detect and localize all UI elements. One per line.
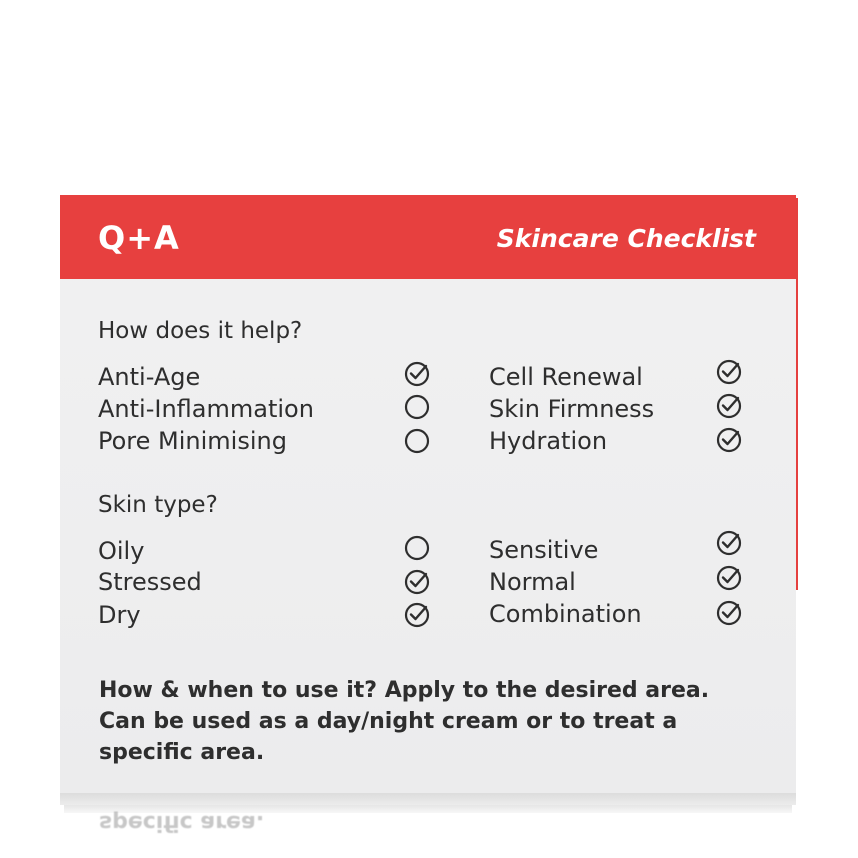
help-item-label: Cell Renewal bbox=[489, 363, 643, 391]
empty-circle-icon bbox=[404, 428, 430, 454]
header-title: Skincare Checklist bbox=[496, 224, 756, 253]
check-circle-icon bbox=[404, 361, 430, 387]
box-bottom-edge bbox=[60, 793, 796, 805]
check-circle-icon bbox=[716, 600, 742, 626]
skin-type-section-title: Skin type? bbox=[98, 492, 218, 518]
check-circle-icon bbox=[716, 359, 742, 385]
help-section-title: How does it help? bbox=[98, 318, 303, 344]
check-circle-icon bbox=[404, 602, 430, 628]
skin-type-item-label: Oily bbox=[98, 537, 145, 565]
usage-line: specific area. bbox=[99, 740, 265, 765]
surface-reflection-text: specific area. bbox=[99, 810, 265, 835]
skin-type-item-label: Combination bbox=[489, 600, 642, 628]
help-item-label: Pore Minimising bbox=[98, 427, 287, 455]
skin-type-item-label: Dry bbox=[98, 601, 141, 629]
empty-circle-icon bbox=[404, 535, 430, 561]
empty-circle-icon bbox=[404, 394, 430, 420]
skin-type-item-label: Sensitive bbox=[489, 536, 599, 564]
check-circle-icon bbox=[716, 565, 742, 591]
check-circle-icon bbox=[716, 393, 742, 419]
skin-type-item-label: Normal bbox=[489, 568, 576, 596]
help-item-label: Anti-Age bbox=[98, 363, 201, 391]
skin-type-item-label: Stressed bbox=[98, 568, 202, 596]
help-item-label: Hydration bbox=[489, 427, 608, 455]
help-item-label: Skin Firmness bbox=[489, 395, 655, 423]
brand-logo: Q+A bbox=[98, 219, 180, 257]
check-circle-icon bbox=[716, 427, 742, 453]
help-item-label: Anti-Inflammation bbox=[98, 395, 314, 423]
usage-instructions bbox=[99, 675, 759, 768]
usage-line: Can be used as a day/night cream or to treat a bbox=[99, 709, 678, 734]
check-circle-icon bbox=[404, 569, 430, 595]
check-circle-icon bbox=[716, 530, 742, 556]
usage-line: How & when to use it? Apply to the desired area. bbox=[99, 678, 710, 703]
